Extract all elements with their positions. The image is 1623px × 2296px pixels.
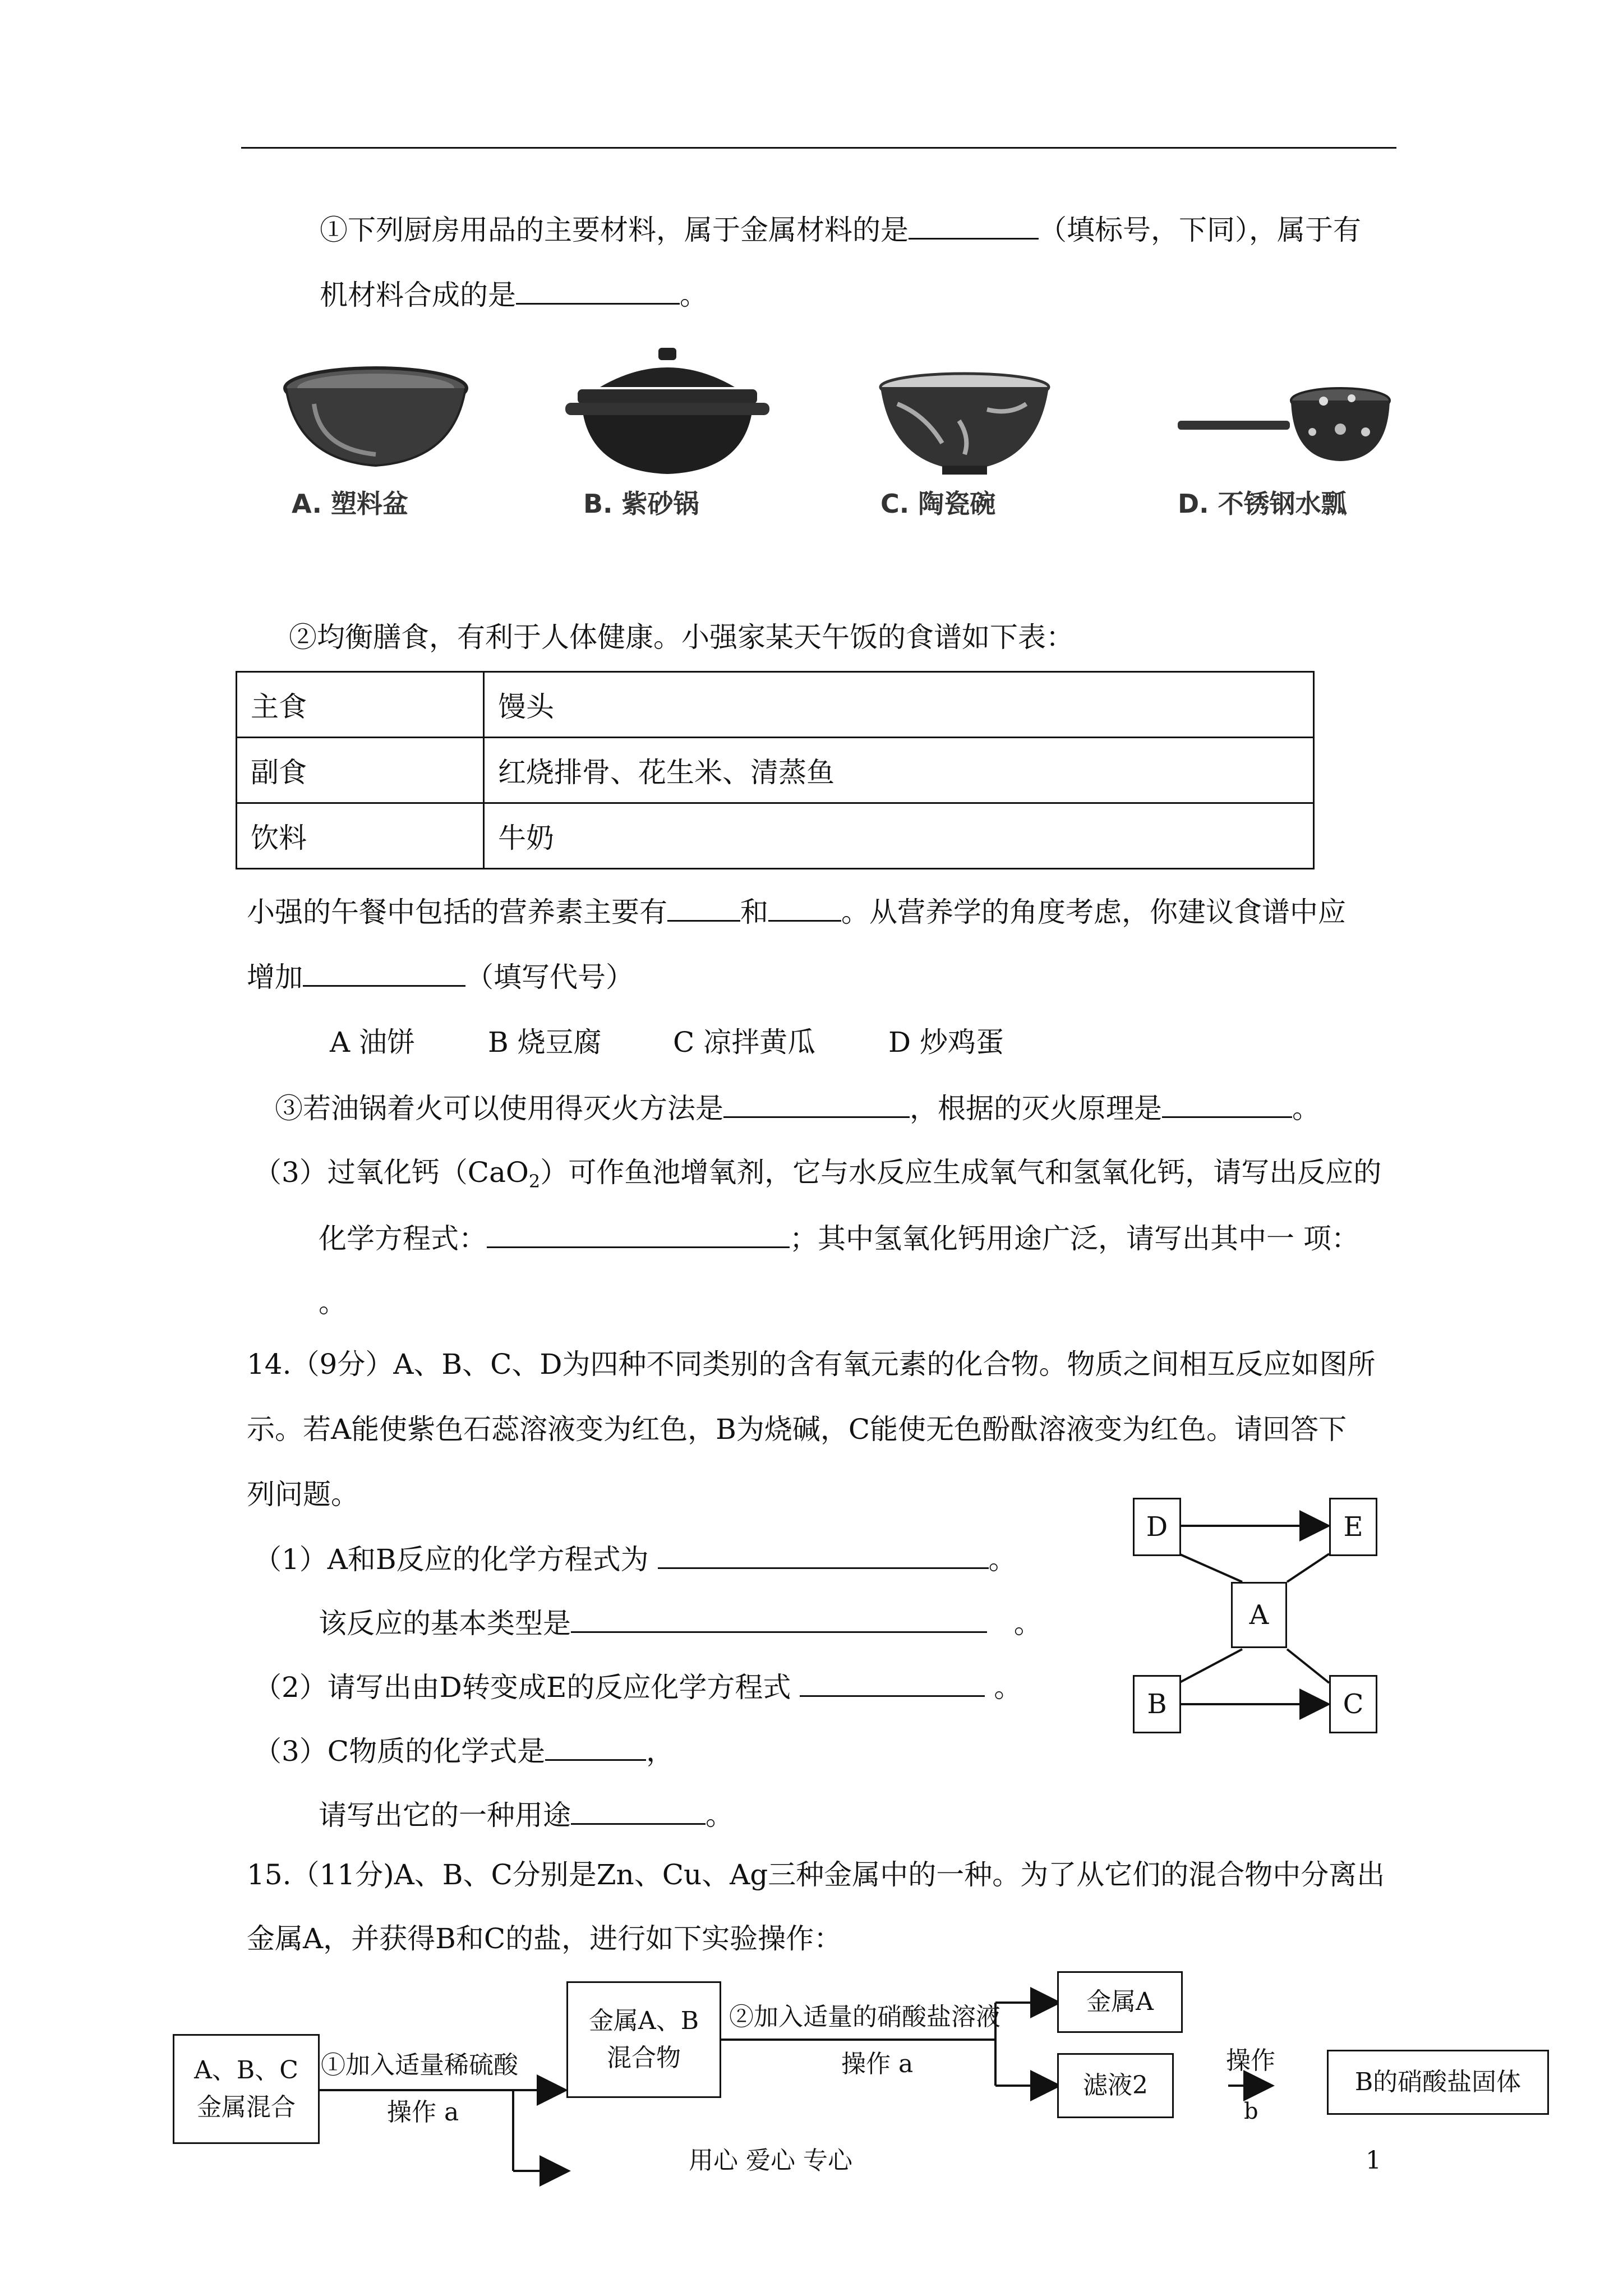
q14-intro-2: 示。若A能使紫色石蕊溶液变为红色，B为烧碱，C能使无色酚酞溶液变为红色。请回答下 bbox=[247, 1413, 1347, 1446]
q13-line-1: ①下列厨房用品的主要材料，属于金属材料的是 （填标号，下同），属于有 bbox=[320, 212, 1361, 247]
clay-pot-icon bbox=[561, 342, 774, 479]
q13-part2-intro: ②均衡膳食，有利于人体健康。小强家某天午饭的食谱如下表： bbox=[289, 621, 1074, 654]
menu-category: 主食 bbox=[237, 672, 484, 738]
answer-blank[interactable] bbox=[658, 1542, 989, 1569]
q13-option-b: B 烧豆腐 bbox=[488, 1026, 602, 1059]
lunch-menu-table bbox=[236, 671, 1315, 869]
q13-sub3-line-1: （3）过氧化钙（CaO$_2$）可作鱼池增氧剂，它与水反应生成氧气和氢氧化钙，请写出反应的 bbox=[253, 1156, 1382, 1192]
item-label-d: D. 不锈钢水瓢 bbox=[1178, 489, 1347, 519]
flow-op-b-label-2: b bbox=[1244, 2099, 1258, 2124]
answer-blank[interactable] bbox=[1162, 1091, 1292, 1118]
menu-category: 饮料 bbox=[237, 803, 484, 869]
ceramic-bowl-icon bbox=[875, 370, 1054, 479]
flow-step2-label: ②加入适量的硝酸盐溶液 bbox=[729, 2003, 1000, 2031]
menu-foods: 牛奶 bbox=[484, 803, 1314, 869]
menu-foods: 馒头 bbox=[484, 672, 1314, 738]
flow-box-start: A、B、C 金属混合 bbox=[173, 2034, 320, 2144]
steel-ladle-icon bbox=[1172, 376, 1396, 479]
node-c: C bbox=[1329, 1675, 1377, 1733]
answer-blank[interactable] bbox=[571, 1797, 706, 1825]
item-label-c: C. 陶瓷碗 bbox=[880, 489, 996, 519]
q14-sub2: （2）请写出由D转变成E的反应化学方程式 。 bbox=[253, 1669, 1022, 1704]
answer-blank[interactable] bbox=[545, 1733, 646, 1761]
table-row bbox=[237, 672, 1314, 738]
q13-line-2: 机材料合成的是 。 bbox=[320, 277, 708, 312]
flow-op-a-1: 操作 a bbox=[387, 2098, 459, 2127]
answer-blank[interactable] bbox=[303, 959, 465, 987]
q14-sub1: （1）A和B反应的化学方程式为 。 bbox=[253, 1542, 1017, 1576]
page-number: 1 bbox=[1366, 2146, 1381, 2175]
answer-blank[interactable] bbox=[723, 1091, 910, 1118]
q14-sub1-type: 该反应的基本类型是 。 bbox=[319, 1605, 1042, 1640]
q13-nutrient-line: 小强的午餐中包括的营养素主要有 和 。从营养学的角度考虑，你建议食谱中应 bbox=[247, 894, 1346, 929]
answer-blank[interactable] bbox=[768, 894, 841, 922]
flow-box-mixture: 金属A、B 混合物 bbox=[566, 1981, 721, 2098]
q13-part3-line: ③若油锅着火可以使用得灭火方法是 ，根据的灭火原理是 。 bbox=[275, 1091, 1320, 1125]
plastic-basin-icon bbox=[280, 365, 471, 479]
flow-box-metal-a: 金属A bbox=[1057, 1971, 1183, 2033]
answer-blank[interactable] bbox=[909, 212, 1039, 240]
flow-box-filtrate2: 滤液2 bbox=[1057, 2053, 1174, 2118]
flow-box-salt: B的硝酸盐固体 bbox=[1327, 2050, 1549, 2115]
header-rule bbox=[241, 147, 1396, 149]
q14-sub3: （3）C物质的化学式是 ， bbox=[253, 1733, 674, 1768]
menu-category: 副食 bbox=[237, 738, 484, 803]
q14-intro-3: 列问题。 bbox=[247, 1478, 359, 1511]
answer-blank[interactable] bbox=[667, 894, 740, 922]
flow-op-a-2: 操作 a bbox=[841, 2050, 914, 2078]
node-a: A bbox=[1231, 1582, 1287, 1648]
flow-op-b-label: 操作 bbox=[1226, 2046, 1275, 2075]
q13-sub3-line-3: 。 bbox=[319, 1286, 347, 1319]
answer-blank[interactable] bbox=[571, 1605, 987, 1633]
q14-intro-1: 14.（9分）A、B、C、D为四种不同类别的含有氧元素的化合物。物质之间相互反应如图所 bbox=[247, 1348, 1376, 1381]
q15-intro-2: 金属A，并获得B和C的盐，进行如下实验操作： bbox=[247, 1922, 842, 1955]
footer-motto: 用心 爱心 专心 bbox=[689, 2146, 852, 2175]
node-b: B bbox=[1133, 1675, 1181, 1733]
flow-step1-label: ①加入适量稀硫酸 bbox=[321, 2051, 518, 2079]
item-label-a: A. 塑料盆 bbox=[292, 489, 408, 519]
answer-blank[interactable] bbox=[516, 277, 680, 305]
menu-foods: 红烧排骨、花生米、清蒸鱼 bbox=[484, 738, 1314, 803]
q13-suggest-line: 增加 （填写代号） bbox=[247, 959, 634, 994]
answer-blank[interactable] bbox=[487, 1221, 790, 1248]
q13-option-c: C 凉拌黄瓜 bbox=[673, 1026, 816, 1059]
q15-intro-1: 15.（11分)A、B、C分别是Zn、Cu、Ag三种金属中的一种。为了从它们的混合物中分离出 bbox=[247, 1858, 1385, 1891]
q13-option-a: A 油饼 bbox=[330, 1026, 416, 1059]
q13-option-d: D 炒鸡蛋 bbox=[888, 1026, 1004, 1059]
node-e: E bbox=[1329, 1498, 1377, 1556]
item-label-b: B. 紫砂锅 bbox=[583, 489, 699, 519]
answer-blank[interactable] bbox=[800, 1669, 985, 1697]
q14-sub3-use: 请写出它的一种用途 。 bbox=[319, 1797, 734, 1832]
table-row bbox=[237, 803, 1314, 869]
q13-sub3-line-2: 化学方程式： ；其中氢氧化钙用途广泛，请写出其中一 项： bbox=[319, 1221, 1359, 1255]
node-d: D bbox=[1133, 1498, 1181, 1556]
table-row bbox=[237, 738, 1314, 803]
